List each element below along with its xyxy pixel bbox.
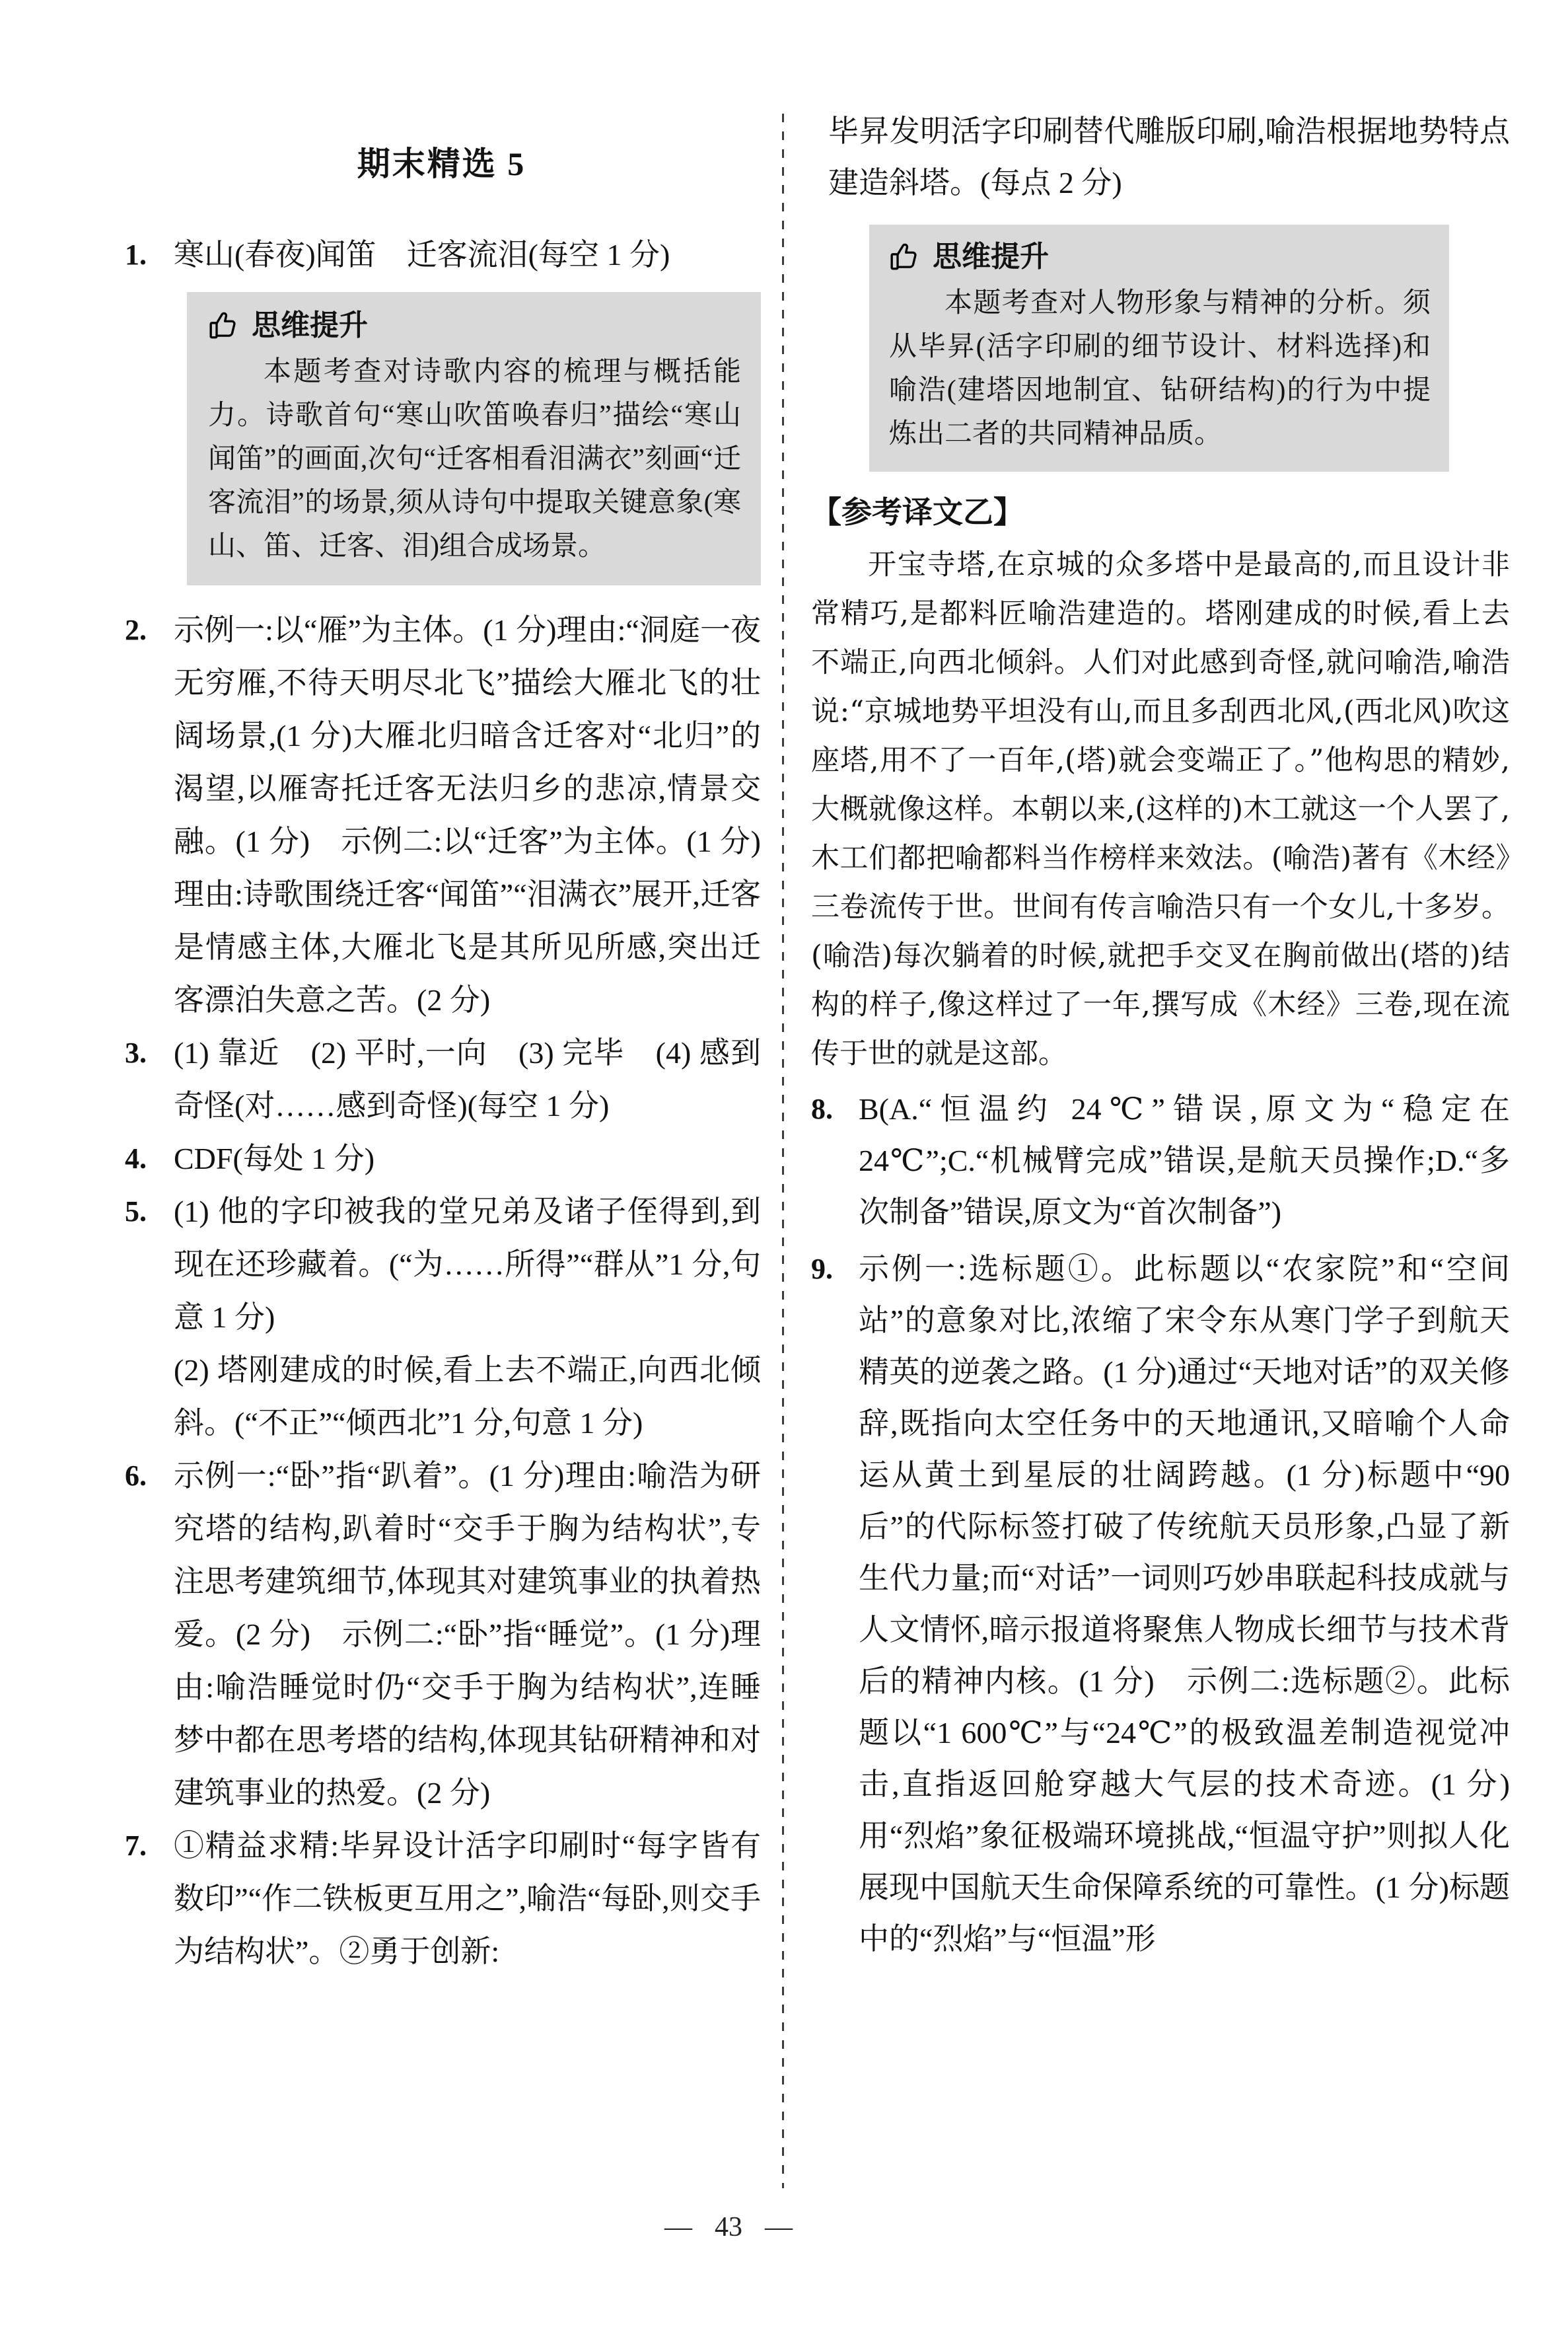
item-8-text: B(A.“恒温约 24℃”错误,原文为“稳定在 24℃”;C.“机械臂完成”错误,是航天员操作;D.“多次制备”错误,原文为“首次制备”) xyxy=(859,1092,1510,1229)
item-6-number: 6. xyxy=(125,1459,147,1492)
item-4-number: 4. xyxy=(125,1142,147,1175)
tip-box-2-label: 思维提升 xyxy=(933,240,1049,273)
section-title: 期末精选 5 xyxy=(357,145,526,182)
answer-item-9 xyxy=(811,1243,1510,1965)
reference-translation-text: 开宝寺塔,在京城的众多塔中是最高的,而且设计非常精巧,是都料匠喻浩建造的。塔刚建成的时候,看上去不端正,向西北倾斜。人们对此感到奇怪,就问喻浩,喻浩说:“京城地势平坦没有山,而且多刮西北风,(西北风)吹这座塔,用不了一百年,(塔)就会变端正了。”他构思的精妙,大概就像这样。本朝以来,(这样的)木工就这一个人罢了,木工们都把喻都料当作榜样来效法。(喻浩)著有《木经》三卷流传于世。世间有传言喻浩只有一个女儿,十多岁。(喻浩)每次躺着的时候,就把手交叉在胸前做出(塔的)结构的样子,像这样过了一年,撰写成《木经》三卷,现在流传于世的就是这部。 xyxy=(811,548,1510,1070)
tip-box-2-header xyxy=(889,239,1431,275)
page-number: 43 xyxy=(715,2212,742,2242)
page-footer xyxy=(664,2209,793,2245)
thumbs-up-icon xyxy=(208,309,241,342)
tip-box-2 xyxy=(869,225,1449,472)
answer-item-7 xyxy=(122,1820,761,1978)
item-9-text: 示例一:选标题①。此标题以“农家院”和“空间站”的意象对比,浓缩了宋令东从寒门学子到航天精英的逆袭之路。(1 分)通过“天地对话”的双关修辞,既指向太空任务中的天地通讯,又暗喻个人命运从黄土到星辰的壮阔跨越。(1 分)标题中“90 后”的代际标签打破了传统航天员形象,凸显了新生代力量;而“对话”一词则巧妙串联起科技成就与人文情怀,暗示报道将聚焦人物成长细节与技术背后的精神内核。(1 分) 示例二:选标题②。此标题以“1 600℃”与“24℃”的极致温差制造视觉冲击,直指返回舱穿越大气层的技术奇迹。(1 分)用“烈焰”象征极端环境挑战,“恒温守护”则拟人化展现中国航天生命保障系统的可靠性。(1 分)标题中的“烈焰”与“恒温”形 xyxy=(859,1252,1510,1956)
answer-item-8 xyxy=(811,1084,1510,1238)
item-2-text: 示例一:以“雁”为主体。(1 分)理由:“洞庭一夜无穷雁,不待天明尽北飞”描绘大雁北飞的壮阔场景,(1 分)大雁北归暗含迁客对“北归”的渴望,以雁寄托迁客无法归乡的悲凉,情景交融。(1 分) 示例二:以“迁客”为主体。(1 分)理由:诗歌围绕迁客“闻笛”“泪满衣”展开,迁客是情感主体,大雁北飞是其所见所感,突出迁客漂泊失意之苦。(2 分) xyxy=(174,613,761,1017)
reference-translation-heading: 【参考译文乙】 xyxy=(811,496,1024,529)
item-3-number: 3. xyxy=(125,1037,147,1069)
item-5-text-part2: (2) 塔刚建成的时候,看上去不端正,向西北倾斜。(“不正”“倾西北”1 分,句意 1 分) xyxy=(174,1353,761,1440)
answer-item-2 xyxy=(122,604,761,1027)
tip-box-1-text: 本题考查对诗歌内容的梳理与概括能力。诗歌首句“寒山吹笛唤春归”描绘“寒山闻笛”的画面,次句“迁客相看泪满衣”刻画“迁客流泪”的场景,须从诗句中提取关键意象(寒山、笛、迁客、泪)组合成场景。 xyxy=(208,357,741,562)
item-1-text: 寒山(春夜)闻笛 迁客流泪(每空 1 分) xyxy=(174,238,670,272)
item-5-text-part1: (1) 他的字印被我的堂兄弟及诸子侄得到,到现在还珍藏着。(“为……所得”“群从”1 分,句意 1 分) xyxy=(174,1195,761,1334)
left-column xyxy=(122,144,761,1978)
item-4-text: CDF(每处 1 分) xyxy=(174,1142,375,1175)
item-6-text: 示例一:“卧”指“趴着”。(1 分)理由:喻浩为研究塔的结构,趴着时“交手于胸为结构状”,专注思考建筑细节,体现其对建筑事业的执着热爱。(2 分) 示例二:“卧”指“睡觉”。(1 分)理由:喻浩睡觉时仍“交手于胸为结构状”,连睡梦中都在思考塔的结构,体现其钻研精神和对建筑事业的热爱。(2 分) xyxy=(174,1459,761,1810)
item-2-number: 2. xyxy=(125,614,147,646)
answer-item-4 xyxy=(122,1132,761,1185)
item-1-number: 1. xyxy=(125,239,147,271)
answer-item-6 xyxy=(122,1450,761,1820)
footer-dash-right: — xyxy=(765,2212,793,2242)
answer-item-3 xyxy=(122,1027,761,1132)
tip-box-2-text: 本题考查对人物形象与精神的分析。须从毕昇(活字印刷的细节设计、材料选择)和喻浩(建塔因地制宜、钻研结构)的行为中提炼出二者的共同精神品质。 xyxy=(889,288,1431,449)
tip-box-1-label: 思维提升 xyxy=(252,309,368,342)
item-7-number: 7. xyxy=(125,1829,147,1862)
item-8-number: 8. xyxy=(811,1093,833,1125)
item-3-text: (1) 靠近 (2) 平时,一向 (3) 完毕 (4) 感到奇怪(对……感到奇怪)(每空 1 分) xyxy=(174,1036,761,1123)
item-5-number: 5. xyxy=(125,1195,147,1228)
answer-item-1 xyxy=(122,229,761,281)
item-7-continuation-text: 毕昇发明活字印刷替代雕版印刷,喻浩根据地势特点建造斜塔。(每点 2 分) xyxy=(828,114,1510,200)
tip-box-1 xyxy=(187,292,761,585)
right-column xyxy=(811,106,1510,1965)
item-7-text: ①精益求精:毕昇设计活字印刷时“每字皆有数印”“作二铁板更互用之”,喻浩“每卧,则交手为结构状”。②勇于创新: xyxy=(174,1829,761,1968)
item-9-number: 9. xyxy=(811,1253,833,1285)
tip-box-1-header xyxy=(208,308,741,344)
thumbs-up-icon xyxy=(889,240,922,274)
column-divider-dashed-rule xyxy=(782,114,784,2188)
footer-dash-left: — xyxy=(664,2212,692,2242)
answer-item-5 xyxy=(122,1185,761,1450)
